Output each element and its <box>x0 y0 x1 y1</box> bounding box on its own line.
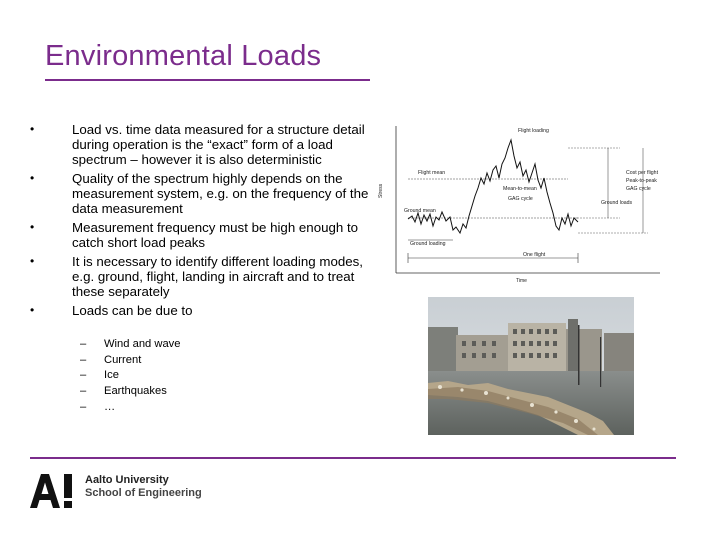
label-ground-loading: Ground loading <box>410 241 446 247</box>
label-flight-mean: Flight mean <box>418 170 446 176</box>
load-time-figure <box>368 118 668 288</box>
bullet-item: • Measurement frequency must be high enough to catch short load peaks <box>30 220 370 250</box>
label-ground-mean: Ground mean <box>404 208 436 214</box>
bullet-list <box>30 122 370 322</box>
bullet-item: • It is necessary to identify different loading modes, e.g. ground, flight, landing in aircraft and to treat these separately <box>30 254 370 299</box>
sub-bullet-item: – Wind and wave <box>80 337 181 353</box>
flood-photo <box>428 297 634 435</box>
label-one-flight: One flight <box>523 252 546 258</box>
school-name: School of Engineering <box>85 487 202 499</box>
label-flight-loading: Flight loading <box>518 128 549 134</box>
bullet-item: • Load vs. time data measured for a structure detail during operation is the “exact” form of a load spectrum – however it is also deterministic <box>30 122 370 167</box>
sub-bullet-item: – Earthquakes <box>80 384 181 400</box>
label-cost-per-flight: Cost per flight <box>626 170 659 176</box>
footer-divider <box>30 457 676 459</box>
y-axis-label: Stress <box>378 183 384 198</box>
x-axis-label: Time <box>516 278 527 284</box>
label-peak-to-peak: Peak-to-peak <box>626 178 657 184</box>
label-ground-loads: Ground loads <box>601 200 633 206</box>
title-underline <box>45 79 370 81</box>
load-signal <box>408 140 578 233</box>
university-name: Aalto University <box>85 474 169 486</box>
bullet-item: • Quality of the spectrum highly depends on the measurement system, e.g. on the frequency of the data measurement <box>30 171 370 216</box>
label-mean-to-mean: Mean-to-mean <box>503 186 537 192</box>
sub-bullet-item: – Ice <box>80 368 181 384</box>
aalto-logo-icon <box>30 474 78 508</box>
label-gag-cycle-right: GAG cycle <box>626 186 651 192</box>
slide-title: Environmental Loads <box>45 40 322 72</box>
bullet-item: • Loads can be due to <box>30 303 370 318</box>
sub-bullet-list <box>80 337 181 416</box>
label-gag-cycle: GAG cycle <box>508 196 533 202</box>
sub-bullet-item: – Current <box>80 353 181 369</box>
sub-bullet-item: – … <box>80 400 181 416</box>
